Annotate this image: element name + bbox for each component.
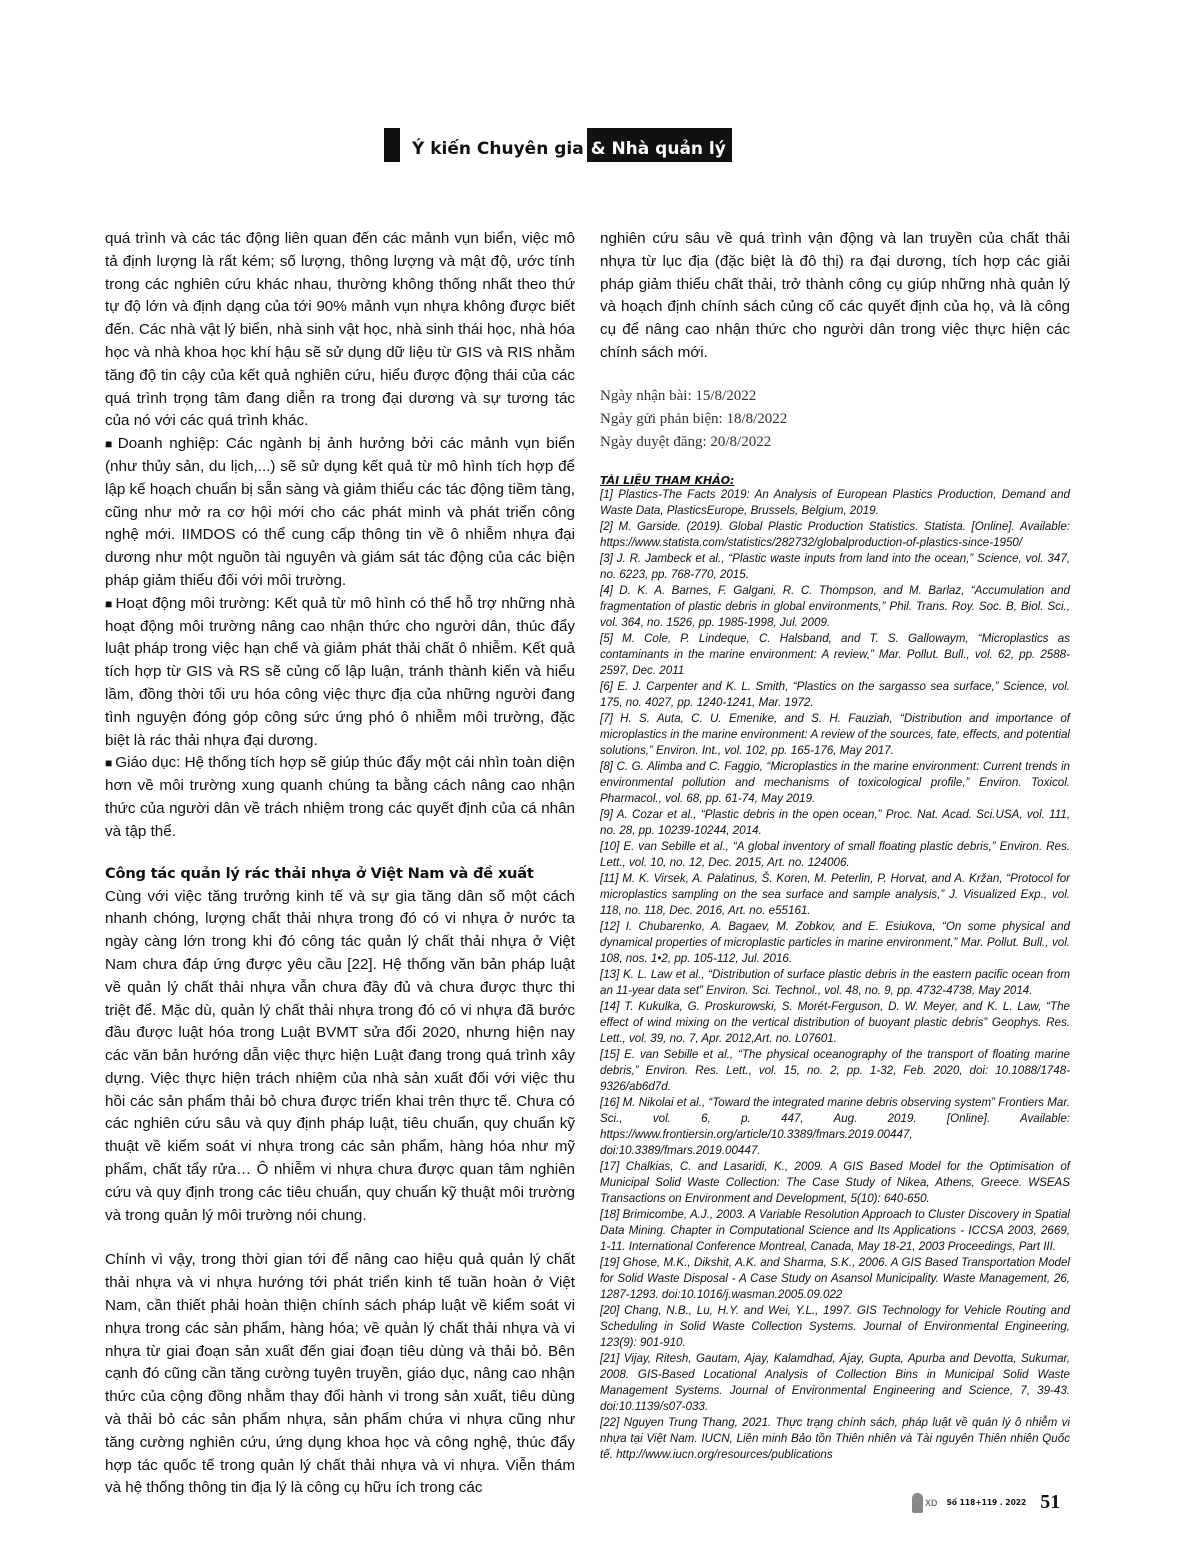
bullet-paragraph [105, 593, 575, 753]
bullet-paragraph [105, 752, 575, 843]
issue-number: Số 118+119 . 2022 [946, 1498, 1027, 1507]
right-column [600, 228, 1070, 1463]
date-reviewed: Ngày gửi phản biện: 18/8/2022 [600, 410, 788, 427]
reference-item: [18] Brimicombe, A.J., 2003. A Variable Resolution Approach to Cluster Discovery in Spatial Data Mining. Chapter in Computational Science and Its Applications - ICCSA 2003, 2669, 1-11. International Conference Montreal, Canada, May 18-21, 2003 Proceedings, Part III. [600, 1207, 1070, 1253]
reference-item: [6] E. J. Carpenter and K. L. Smith, “Plastics on the sargasso sea surface,” Science, vol. 175, no. 4027, pp. 1240-1241, Mar. 1972. [600, 679, 1070, 709]
reference-item: [5] M. Cole, P. Lindeque, C. Halsband, and T. S. Gallowaym, “Microplastics as contaminants in the marine environment: A review,” Mar. Pollut. Bull., vol. 62, pp. 2588-2597, Dec. 2011 [600, 631, 1070, 677]
paragraph: nghiên cứu sâu về quá trình vận động và lan truyền của chất thải nhựa từ lục địa (đặc biệt là đô thị) ra đại dương, tích hợp các giải pháp giảm thiểu chất thải, trở thành công cụ giúp những nhà quản lý và hoạch định chính sách củng cố các quyết định của họ, và là công cụ để nâng cao nhận thức cho người dân trong việc thực hiện các chính sách mới. [600, 230, 1070, 361]
header-title-right: & Nhà quản lý [587, 128, 732, 162]
reference-item: [15] E. van Sebille et al., “The physical oceanography of the transport of floating marine debris,” Environ. Res. Lett., vol. 15, no. 2, pp. 1-32, Feb. 2020, doi: 10.1088/1748-9326/ab6d7d. [600, 1047, 1070, 1093]
article-dates [600, 385, 1070, 454]
reference-item: [13] K. L. Law et al., “Distribution of surface plastic debris in the eastern pacific ocean from an 11-year data set” Environ. Sci. Technol., vol. 48, no. 9, pp. 4732-4738, May 2014. [600, 967, 1070, 997]
left-column [105, 228, 575, 1500]
reference-item: [22] Nguyen Trung Thang, 2021. Thực trạng chính sách, pháp luật về quản lý ô nhiễm vi nhựa tại Việt Nam. IUCN, Liên minh Bảo tồn Thiên nhiên và Tài nguyên Thiên nhiên Quốc tế. http://www.iucn.org/resources/publications [600, 1415, 1070, 1461]
reference-item: [3] J. R. Jambeck et al., “Plastic waste inputs from land into the ocean,” Science, vol. 347, no. 6223, pp. 768-770, 2015. [600, 551, 1070, 581]
bullet-paragraph [105, 433, 575, 593]
reference-item: [12] I. Chubarenko, A. Bagaev, M. Zobkov, and E. Esiukova, “On some physical and dynamical properties of microplastic particles in marine environment,” Mar. Pollut. Bull., vol. 108, nos. 1•2, pp. 105-112, Jul. 2016. [600, 919, 1070, 965]
reference-item: [8] C. G. Alimba and C. Faggio, “Microplastics in the marine environment: Current trends in environmental pollution and mechanisms of toxicological profile,” Environ. Toxicol. Pharmacol., vol. 68, pp. 61-74, May 2019. [600, 759, 1070, 805]
references-title: TÀI LIỆU THAM KHẢO: [600, 473, 735, 487]
paragraph: quá trình và các tác động liên quan đến các mảnh vụn biển, việc mô tả định lượng là rất kém; số lượng, thông lượng và mật độ, ước tính trong các nghiên cứu khác nhau, thường không thống nhất theo thứ tự độ lớn và định dạng của tới 90% mảnh vụn nhựa không được biết đến. Các nhà vật lý biển, nhà sinh vật học, nhà sinh thái học, nhà hóa học và nhà khoa học khí hậu sẽ sử dụng dữ liệu từ GIS và RIS nhằm tăng độ tin cậy của kết quả nghiên cứu, hiểu được động thái của các quá trình trọng tâm đang diễn ra trong đại dương và sự tương tác của nó với các quá trình khác. [105, 230, 575, 430]
reference-item: [1] Plastics-The Facts 2019: An Analysis of European Plastics Production, Demand and Waste Data, PlasticsEurope, Brussels, Belgium, 2019. [600, 487, 1070, 517]
bullet-icon: ■ [105, 756, 113, 771]
section-heading: Công tác quản lý rác thải nhựa ở Việt Nam và đề xuất [105, 864, 534, 882]
date-approved: Ngày duyệt đăng: 20/8/2022 [600, 433, 772, 450]
bullet-text: Hoạt động môi trường: Kết quả từ mô hình có thể hỗ trợ những nhà hoạt động môi trường nâng cao nhận thức cho người dân, thúc đẩy luật pháp trong việc hạn chế và giảm phát thải chất ô nhiễm. Kết quả tích hợp từ GIS và RS sẽ củng cố lập luận, tránh thành kiến và hiểu lầm, đồng thời tối ưu hóa công việc thực địa của những người đang tình nguyện đóng góp công sức ứng phó ô nhiễm môi trường, đặc biệt là rác thải nhựa đại dương. [105, 594, 576, 749]
reference-item: [4] D. K. A. Barnes, F. Galgani, R. C. Thompson, and M. Barlaz, “Accumulation and fragmentation of plastic debris in global environments,” Phil. Trans. Roy. Soc. B, Biol. Sci., vol. 364, no. 1526, pp. 1985-1998, Jul. 2009. [600, 583, 1070, 629]
reference-item: [11] M. K. Virsek, A. Palatinus, Š. Koren, M. Peterlin, P. Horvat, and A. Kržan, “Protocol for microplastics sampling on the sea surface and sample analysis,” J. Visualized Exp., vol. 118, no. 118, Dec. 2016, Art. no. e55161. [600, 871, 1070, 917]
reference-item: [19] Ghose, M.K., Dikshit, A.K. and Sharma, S.K., 2006. A GIS Based Transportation Model for Solid Waste Disposal - A Case Study on Asansol Municipality. Waste Management, 26, 1287-1293. doi:10.1016/j.wasman.2005.09.022 [600, 1255, 1070, 1301]
magazine-logo-text: XD [925, 1497, 938, 1508]
reference-item: [21] Vijay, Ritesh, Gautam, Ajay, Kalamdhad, Ajay, Gupta, Apurba and Devotta, Sukumar, 2008. GIS-Based Locational Analysis of Collection Bins in Municipal Solid Waste Management Systems. Journal of Environmental Engineering and Science, 7, 39-43. doi:10.1139/s07-033. [600, 1351, 1070, 1413]
reference-item: [7] H. S. Auta, C. U. Emenike, and S. H. Fauziah, “Distribution and importance of microplastics in the marine environment: A review of the sources, fate, effects, and potential solutions,” Environ. Int., vol. 102, pp. 165-176, May 2017. [600, 711, 1070, 757]
bullet-text: Doanh nghiệp: Các ngành bị ảnh hưởng bởi các mảnh vụn biển (như thủy sản, du lịch,...) sẽ sử dụng kết quả từ mô hình tích hợp để lập kế hoạch chuẩn bị sẵn sàng và giảm thiểu các tác động tiềm tàng, cũng như mở ra cơ hội mới cho các phát minh và phát triển công nghệ mới. IIMDOS có thể cung cấp thông tin về ô nhiễm nhựa đại dương như một nguồn tài nguyên và giám sát tác động của các biện pháp giảm thiểu đối với môi trường. [105, 435, 575, 589]
reference-item: [17] Chalkias, C. and Lasaridi, K., 2009. A GIS Based Model for the Optimisation of Municipal Solid Waste Collection: The Case Study of Nikea, Athens, Greece. WSEAS Transactions on Environment and Development, 5(10): 640-650. [600, 1159, 1070, 1205]
header-title-left: Ý kiến Chuyên gia [400, 128, 587, 162]
reference-item: [10] E. van Sebille et al., “A global inventory of small floating plastic debris,” Environ. Res. Lett., vol. 10, no. 12, Dec. 2015, Art. no. 124006. [600, 839, 1070, 869]
reference-item: [20] Chang, N.B., Lu, H.Y. and Wei, Y.L., 1997. GIS Technology for Vehicle Routing and Scheduling in Solid Waste Collection Systems. Journal of Environmental Engineering, 123(9): 901-910. [600, 1303, 1070, 1349]
bullet-text: Giáo dục: Hệ thống tích hợp sẽ giúp thúc đẩy một cái nhìn toàn diện hơn về môi trường xung quanh chúng ta bằng cách nâng cao nhận thức của người dân về trách nhiệm trong các quyết định của cá nhân và tập thể. [105, 754, 575, 840]
references-list [600, 487, 1070, 1463]
reference-item: [14] T. Kukulka, G. Proskurowski, S. Morét-Ferguson, D. W. Meyer, and K. L. Law, “The effect of wind mixing on the vertical distribution of buoyant plastic debris” Geophys. Res. Lett., vol. 39, no. 7, Apr. 2012,Art. no. L07601. [600, 999, 1070, 1045]
page-footer [912, 1491, 1060, 1514]
paragraph: Chính vì vậy, trong thời gian tới để nâng cao hiệu quả quản lý chất thải nhựa và vi nhựa hướng tới phát triển kinh tế tuần hoàn ở Việt Nam, cần thiết phải hoàn thiện chính sách pháp luật về kiểm soát vi nhựa trong các sản phẩm, hàng hóa; về quản lý chất thải nhựa và vi nhựa từ giai đoạn sản xuất đến giai đoạn tiêu dùng và thải bỏ. Bên cạnh đó cũng cần tăng cường tuyên truyền, giáo dục, nâng cao nhận thức của cộng đồng nhằm thay đổi hành vi trong sản xuất, tiêu dùng và thải bỏ các sản phẩm nhựa, sản phẩm chứa vi nhựa cũng như tăng cường nghiên cứu, ứng dụng khoa học và công nghệ, thúc đẩy hợp tác quốc tế trong quản lý chất thải nhựa và vi nhựa. Viễn thám và hệ thống thông tin địa lý là công cụ hữu ích trong các [105, 1251, 575, 1497]
section-header [384, 128, 732, 162]
reference-item: [2] M. Garside. (2019). Global Plastic Production Statistics. Statista. [Online]. Available: https://www.statista.com/statistics/282732/globalproduction-of-plastics-since-1950/ [600, 519, 1070, 549]
paragraph: Cùng với việc tăng trưởng kinh tế và sự gia tăng dân số một cách nhanh chóng, lượng chất thải nhựa trong đó có vi nhựa ở nước ta ngày càng lớn trong khi đó công tác quản lý chất thải nhựa ở Việt Nam chưa đáp ứng được yêu cầu [22]. Hệ thống văn bản pháp luật về quản lý chất thải nhựa vẫn chưa đầy đủ và chưa được thực thi triệt để. Mặc dù, quản lý chất thải nhựa trong đó có vi nhựa đã bước đầu được luật hóa trong Luật BVMT sửa đổi 2020, nhưng hiện nay các văn bản hướng dẫn việc thực hiện Luật đang trong quá trình xây dựng. Việc thực hiện trách nhiệm của nhà sản xuất đối với việc thu hồi các sản phẩm thải bỏ chưa được triển khai trên thực tế. Chưa có các nghiên cứu sâu và quy định pháp luật, tiêu chuẩn, quy chuẩn kỹ thuật về kiểm soát vi nhựa trong các sản phẩm, hàng hóa như mỹ phẩm, chất tẩy rửa… Ô nhiễm vi nhựa chưa được quan tâm nghiên cứu và quy định trong các tiêu chuẩn, quy chuẩn kỹ thuật môi trường và trong quản lý môi trường nói chung. [105, 887, 575, 1224]
reference-item: [16] M. Nikolai et al., “Toward the integrated marine debris observing system” Frontiers Mar. Sci., vol. 6, p. 447, Aug. 2019. [Online]. Available: https://www.frontiersin.org/article/10.3389/fmars.2019.00447, doi:10.3389/fmars.2019.00447. [600, 1095, 1070, 1157]
bullet-icon: ■ [105, 437, 115, 452]
reference-item: [9] A. Cozar et al., “Plastic debris in the open ocean,” Proc. Nat. Acad. Sci.USA, vol. 111, no. 28, pp. 10239-10244, 2014. [600, 807, 1070, 837]
page-number: 51 [1040, 1491, 1061, 1513]
date-received: Ngày nhận bài: 15/8/2022 [600, 387, 757, 404]
magazine-logo-icon [912, 1493, 923, 1513]
bullet-icon: ■ [105, 596, 113, 611]
header-marker-block [384, 128, 400, 162]
